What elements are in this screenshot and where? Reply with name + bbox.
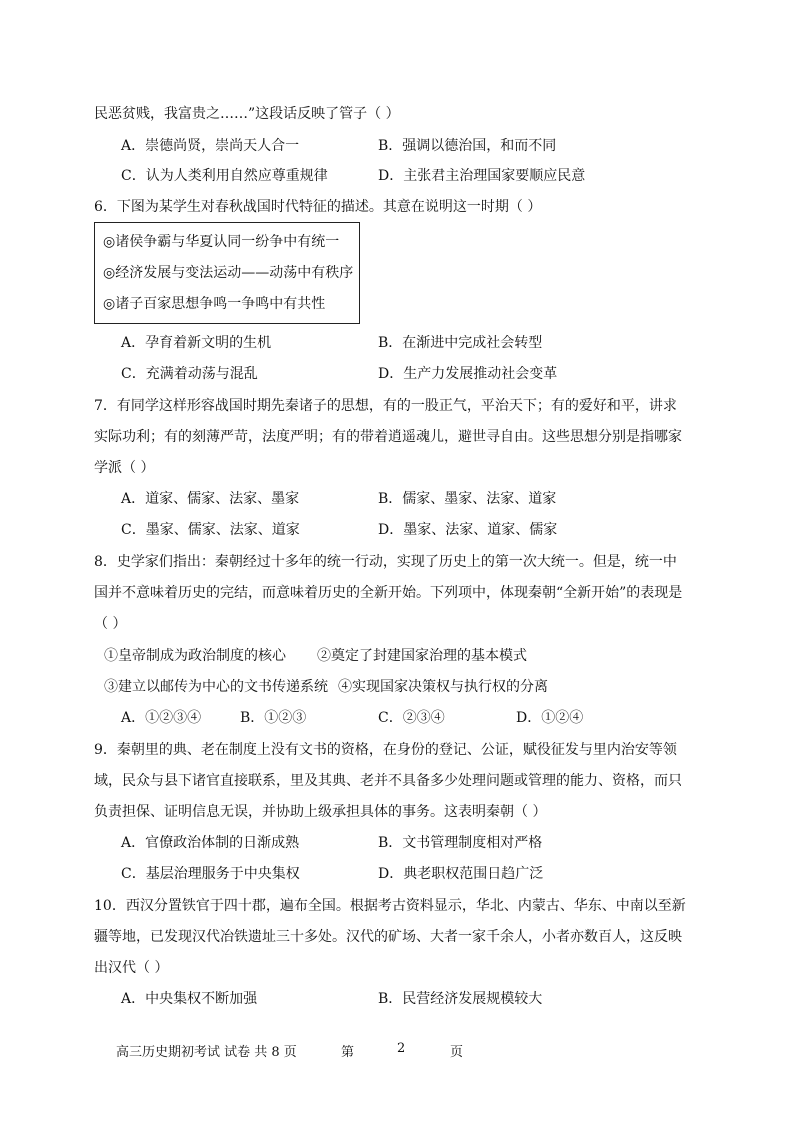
q8-option-b: B．①②③ [240, 710, 307, 726]
q6-stem: 6．下图为某学生对春秋战国时代特征的描述。其意在说明这一时期（ ） [94, 199, 542, 215]
footer-page-suffix: 页 [450, 1045, 464, 1060]
q6-box-line-3: ◎诸子百家思想争鸣一争鸣中有共性 [103, 296, 326, 312]
footer-page-prefix: 第 [341, 1045, 355, 1060]
q8-stem-line-2: 国并不意味着历史的完结，而意味着历史的全新开始。下列项中，体现秦朝“全新开始”的表现是 [94, 585, 683, 601]
q8-statement-4: ④实现国家决策权与执行权的分离 [338, 679, 548, 695]
q8-statement-2: ②奠定了封建国家治理的基本模式 [317, 648, 527, 664]
q8-stem-line-3: （ ） [94, 616, 127, 632]
q9-option-c: C．基层治理服务于中央集权 [121, 866, 300, 882]
q9-option-d: D．典老职权范围日趋广泛 [378, 866, 544, 882]
q8-stem-line-1: 8．史学家们指出：秦朝经过十多年的统一行动，实现了历史上的第一次大统一。但是，统一中 [94, 554, 677, 570]
q7-option-a: A．道家、儒家、法家、墨家 [121, 491, 300, 507]
q6-box-line-2: ◎经济发展与变法运动——动荡中有秩序 [103, 265, 354, 281]
q6-option-c: C．充满着动荡与混乱 [121, 366, 258, 382]
q9-stem-line-1: 9．秦朝里的典、老在制度上没有文书的资格，在身份的登记、公证，赋役征发与里内治安等领 [94, 742, 677, 758]
q7-stem-line-2: 实际功利；有的刻薄严苛，法度严明；有的带着逍遥魂儿，避世寻自由。这些思想分别是指哪家 [94, 429, 682, 445]
q9-stem-line-2: 域，民众与县下诸官直接联系，里及其典、老并不具备多少处理问题或管理的能力、资格，而只 [94, 773, 682, 789]
q6-option-b: B．在渐进中完成社会转型 [378, 335, 543, 351]
q7-option-c: C．墨家、儒家、法家、道家 [121, 522, 300, 538]
q7-stem-line-3: 学派（ ） [94, 460, 155, 476]
q10-stem-line-3: 出汉代（ ） [94, 960, 169, 976]
q7-option-d: D．墨家、法家、道家、儒家 [378, 522, 558, 538]
q5-stem-cont: 民恶贫贱，我富贵之……”这段话反映了管子（ ） [94, 106, 400, 122]
q9-option-b: B．文书管理制度相对严格 [378, 835, 543, 851]
q8-option-d: D．①②④ [516, 710, 584, 726]
q7-option-b: B．儒家、墨家、法家、道家 [378, 491, 557, 507]
q9-stem-line-3: 负责担保、证明信息无误，并协助上级承担具体的事务。这表明秦朝（ ） [94, 804, 547, 820]
q5-option-c: C．认为人类利用自然应尊重规律 [121, 168, 328, 184]
q6-option-a: A．孕育着新文明的生机 [121, 335, 272, 351]
q8-statement-3: ③建立以邮传为中心的文书传递系统 [104, 679, 328, 695]
footer-exam-info: 高三历史期初考试 试卷 共 8 页 [116, 1045, 297, 1060]
q6-box-line-1: ◎诸侯争霸与华夏认同一纷争中有统一 [103, 234, 340, 250]
q9-option-a: A．官僚政治体制的日渐成熟 [121, 835, 300, 851]
q5-option-a: A．崇德尚贤，崇尚天人合一 [121, 138, 300, 154]
q6-option-d: D．生产力发展推动社会变革 [378, 366, 558, 382]
q7-stem-line-1: 7．有同学这样形容战国时期先秦诸子的思想，有的一股正气，平治天下；有的爱好和平，讲求 [94, 398, 677, 414]
q8-option-a: A．①②③④ [121, 710, 202, 726]
q8-option-c: C．②③④ [378, 710, 445, 726]
q8-statement-1: ①皇帝制成为政治制度的核心 [104, 648, 286, 664]
q10-stem-line-2: 疆等地，已发现汉代冶铁遗址三十多处。汉代的矿场、大者一家千余人，小者亦数百人，这反映 [94, 929, 682, 945]
q10-option-a: A．中央集权不断加强 [121, 991, 258, 1007]
q6-description-box [94, 222, 360, 324]
footer-page-number: 2 [397, 1041, 406, 1056]
q5-option-d: D．主张君主治理国家要顺应民意 [378, 168, 586, 184]
q10-option-b: B．民营经济发展规模较大 [378, 991, 543, 1007]
q5-option-b: B．强调以德治国，和而不同 [378, 138, 557, 154]
q10-stem-line-1: 10．西汉分置铁官于四十郡，遍布全国。根据考古资料显示，华北、内蒙古、华东、中南以至新 [94, 898, 686, 914]
